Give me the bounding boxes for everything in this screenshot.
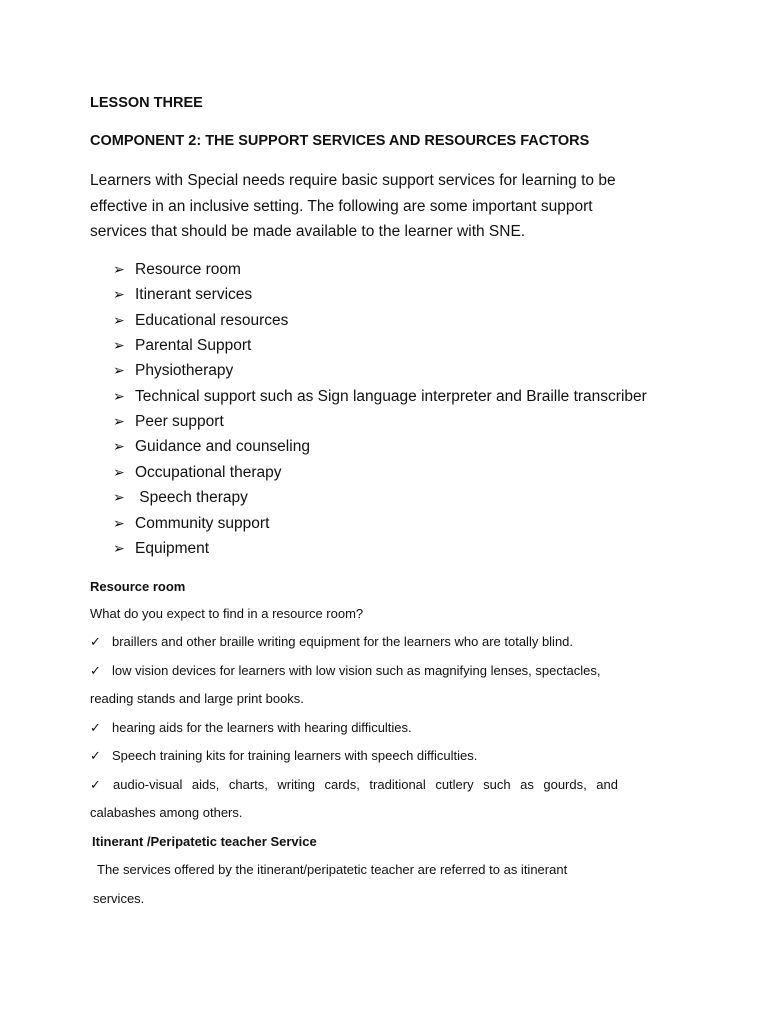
list-item-text: Parental Support	[135, 337, 252, 354]
intro-line: Learners with Special needs require basic support services for learning to be	[90, 172, 616, 189]
list-item-text: Physiotherapy	[135, 362, 234, 379]
arrow-bullet-icon: ➢	[113, 515, 125, 531]
checkmark-icon: ✓	[90, 720, 101, 735]
word: as	[520, 777, 534, 792]
word: writing	[277, 777, 315, 792]
list-item	[113, 515, 269, 533]
list-item	[113, 388, 647, 406]
arrow-bullet-icon: ➢	[113, 438, 125, 454]
itinerant-heading: Itinerant /Peripatetic teacher Service	[92, 834, 317, 849]
intro-paragraph	[90, 168, 650, 245]
itinerant-paragraph-line: The services offered by the itinerant/peripatetic teacher are referred to as itinerant	[97, 862, 568, 877]
list-item	[113, 312, 288, 330]
list-item-text: Educational resources	[135, 312, 289, 329]
arrow-bullet-icon: ➢	[113, 413, 125, 429]
list-item-text: Equipment	[135, 540, 210, 557]
list-item	[113, 540, 209, 558]
check-item-continuation: reading stands and large print books.	[90, 691, 304, 706]
word: such	[483, 777, 511, 792]
list-item	[113, 464, 281, 482]
check-item-text: hearing aids for the learners with hearing difficulties.	[112, 720, 412, 735]
resource-room-heading: Resource room	[90, 579, 186, 594]
check-item-continuation: calabashes among others.	[90, 805, 243, 820]
itinerant-paragraph-line: services.	[93, 891, 145, 906]
word: cards,	[324, 777, 360, 792]
list-item-text: Community support	[135, 515, 270, 532]
word: charts,	[228, 777, 268, 792]
checkmark-icon: ✓	[90, 748, 101, 763]
list-item	[113, 362, 233, 380]
list-item-text: Occupational therapy	[135, 464, 282, 481]
check-item	[90, 720, 412, 736]
list-item-text: Speech therapy	[135, 489, 248, 506]
checkmark-icon: ✓	[90, 777, 101, 792]
list-item	[113, 413, 224, 431]
checkmark-icon: ✓	[90, 634, 101, 649]
check-item	[90, 634, 573, 650]
arrow-bullet-icon: ➢	[113, 540, 125, 556]
arrow-bullet-icon: ➢	[113, 464, 125, 480]
intro-line: effective in an inclusive setting. The following are some important support	[90, 197, 593, 215]
word: aids,	[191, 777, 220, 792]
list-item	[113, 438, 310, 456]
list-item-text: Resource room	[135, 261, 241, 278]
word: and	[596, 777, 618, 792]
word: gourds,	[543, 777, 587, 792]
list-item	[113, 337, 251, 355]
word: traditional	[369, 777, 426, 792]
list-item	[113, 286, 252, 304]
check-item-text: Speech training kits for training learners with speech difficulties.	[112, 748, 478, 763]
check-item	[90, 748, 477, 764]
check-item-text: low vision devices for learners with low vision such as magnifying lenses, spectacles,	[112, 663, 601, 678]
word: audio-visual	[113, 777, 183, 792]
arrow-bullet-icon: ➢	[113, 312, 125, 328]
list-item-text: Itinerant services	[135, 286, 253, 303]
list-item	[113, 261, 241, 279]
arrow-bullet-icon: ➢	[113, 362, 125, 378]
arrow-bullet-icon: ➢	[113, 337, 125, 353]
arrow-bullet-icon: ➢	[113, 261, 125, 277]
arrow-bullet-icon: ➢	[113, 286, 125, 302]
check-item	[90, 777, 112, 793]
component-title: COMPONENT 2: THE SUPPORT SERVICES AND RESOURCES FACTORS	[90, 133, 590, 149]
intro-line: services that should be made available to the learner with SNE.	[90, 223, 526, 240]
list-item-text: Technical support such as Sign language interpreter and Braille transcriber	[135, 388, 647, 405]
justified-check-item-text	[113, 777, 618, 792]
arrow-bullet-icon: ➢	[113, 489, 125, 505]
resource-room-question: What do you expect to find in a resource room?	[90, 606, 364, 621]
word: cutlery	[435, 777, 474, 792]
check-item-text: braillers and other braille writing equipment for the learners who are totally blind.	[112, 634, 574, 649]
list-item-text: Peer support	[135, 413, 224, 430]
list-item	[113, 489, 248, 507]
lesson-title: LESSON THREE	[90, 95, 203, 111]
checkmark-icon: ✓	[90, 663, 101, 678]
list-item-text: Guidance and counseling	[135, 438, 310, 455]
arrow-bullet-icon: ➢	[113, 388, 125, 404]
check-item	[90, 663, 600, 679]
